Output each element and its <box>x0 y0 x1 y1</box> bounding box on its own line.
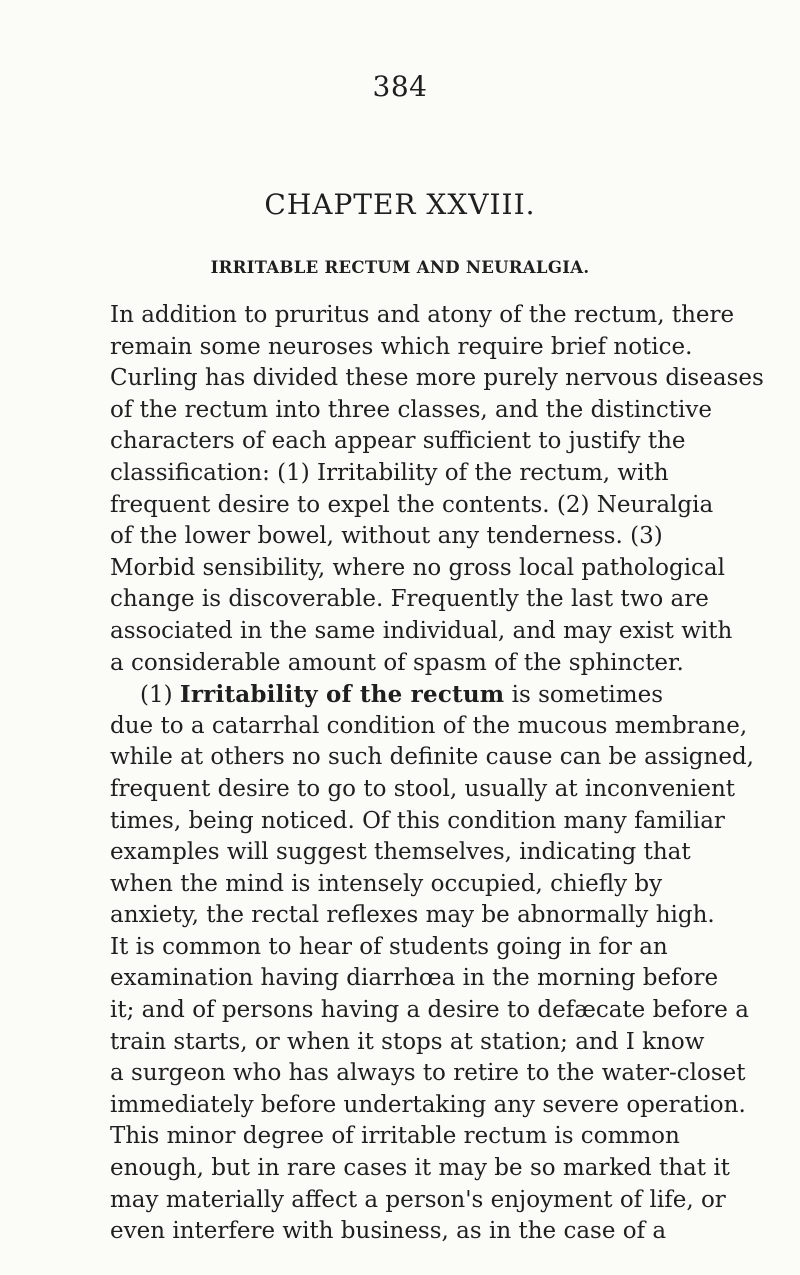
paragraph-line: classification: (1) Irritability of the rectum, with <box>110 459 669 486</box>
paragraph-line: This minor degree of irritable rectum is common <box>110 1123 680 1150</box>
paragraph-line: Morbid sensibility, where no gross local pathological <box>110 554 726 581</box>
section-heading: IRRITABLE RECTUM AND NEURALGIA. <box>210 258 590 277</box>
paragraph-line: when the mind is intensely occupied, chiefly by <box>110 870 663 897</box>
paragraph-line: In addition to pruritus and atony of the rectum, there <box>110 302 735 328</box>
paragraph-line: remain some neuroses which require brief notice. <box>110 333 693 360</box>
paragraph-line: of the rectum into three classes, and the distinctive <box>110 396 712 423</box>
page-number: 384 <box>372 70 428 103</box>
paragraph-line: anxiety, the rectal reflexes may be abnormally high. <box>110 902 715 929</box>
paragraph-line: change is discoverable. Frequently the last two are <box>110 586 709 613</box>
paragraph-line: Curling has divided these more purely nervous diseases <box>110 365 764 392</box>
paragraph-line: may materially affect a person's enjoyment of life, or <box>110 1186 726 1213</box>
paragraph-line: a considerable amount of spasm of the sphincter. <box>110 649 684 676</box>
paragraph-first-line <box>110 679 800 711</box>
paragraph-line: examples will suggest themselves, indicating that <box>110 839 691 866</box>
paragraph-line: a surgeon who has always to retire to the water-closet <box>110 1060 746 1087</box>
paragraph-line: associated in the same individual, and may exist with <box>110 617 733 644</box>
paragraph-line: due to a catarrhal condition of the mucous membrane, <box>110 712 748 739</box>
paragraph-line: examination having diarrhœa in the morning before <box>110 965 719 992</box>
paragraph-line: train starts, or when it stops at station; and I know <box>110 1028 705 1055</box>
paragraph-line: times, being noticed. Of this condition many familiar <box>110 807 725 834</box>
list-number: (1) <box>140 682 173 709</box>
paragraph-line: frequent desire to go to stool, usually at inconvenient <box>110 775 736 802</box>
paragraph-line: immediately before undertaking any severe operation. <box>110 1091 746 1118</box>
paragraph-line: even interfere with business, as in the case of a <box>110 1218 667 1245</box>
paragraph-line: characters of each appear sufficient to justify the <box>110 428 686 455</box>
body-text <box>110 300 800 1248</box>
paragraph-line: while at others no such definite cause can be assigned, <box>110 744 754 771</box>
paragraph-line: It is common to hear of students going in for an <box>110 933 668 960</box>
paragraph-line: of the lower bowel, without any tenderness. (3) <box>110 523 663 550</box>
paragraph-1 <box>110 300 800 679</box>
subsection-heading: Irritability of the rectum <box>179 681 505 709</box>
paragraph-line-fragment: is sometimes <box>511 682 664 709</box>
chapter-title: CHAPTER XXVIII. <box>264 188 536 221</box>
paragraph-line: it; and of persons having a desire to defæcate before a <box>110 997 749 1024</box>
paragraph-line: enough, but in rare cases it may be so marked that it <box>110 1155 730 1182</box>
paragraph-2 <box>110 679 800 1248</box>
paragraph-line: frequent desire to expel the contents. (2) Neuralgia <box>110 491 714 518</box>
